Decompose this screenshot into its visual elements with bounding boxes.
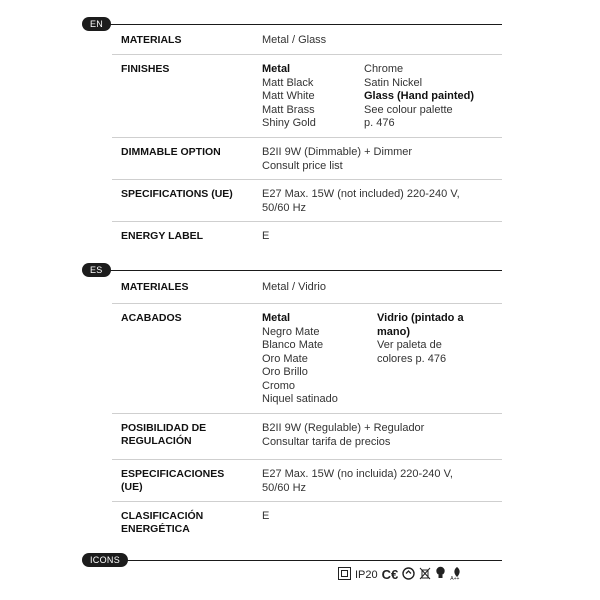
finish-item: Oro Brillo <box>262 366 308 378</box>
finish-item: Shiny Gold <box>262 117 316 129</box>
value-line: 50/60 Hz <box>262 481 307 494</box>
finish-item: Vidrio (pintado a <box>377 312 464 324</box>
row-materials-en <box>112 30 502 55</box>
certification-icons <box>338 566 464 584</box>
finish-item: Glass (Hand painted) <box>364 90 475 102</box>
section-header-icons <box>82 553 502 567</box>
finish-item: p. 476 <box>364 117 395 129</box>
finish-item: Niquel satinado <box>262 393 338 405</box>
recycle-icon <box>402 567 415 584</box>
row-label: MATERIALS <box>121 34 182 46</box>
energy-class-icon <box>450 567 464 583</box>
row-label: MATERIALES <box>121 281 189 293</box>
row-label <box>121 422 251 448</box>
finish-item: Matt Brass <box>262 103 315 116</box>
weee-bin-icon <box>419 567 431 584</box>
row-specifications-es <box>112 459 502 502</box>
value-line: B2II 9W (Regulable) + Regulador <box>262 422 425 434</box>
value-line: Consultar tarifa de precios <box>262 435 391 448</box>
row-label: ENERGY LABEL <box>121 230 204 242</box>
label-line: POSIBILIDAD DE <box>121 422 207 434</box>
value-line: 50/60 Hz <box>262 201 307 214</box>
ce-mark-icon: C€ <box>381 567 399 582</box>
finish-item: mano) <box>377 325 410 338</box>
row-value <box>262 188 497 215</box>
value-line: E27 Max. 15W (not included) 220-240 V, <box>262 188 460 200</box>
finish-item: Negro Mate <box>262 325 320 338</box>
row-label: DIMMABLE OPTION <box>121 146 221 158</box>
finish-item: Blanco Mate <box>262 339 324 351</box>
finish-item: Satin Nickel <box>364 76 423 89</box>
language-tag-es: ES <box>82 263 111 277</box>
row-finishes-en <box>112 54 502 138</box>
value-line: Consult price list <box>262 159 343 172</box>
row-value: E <box>262 510 270 522</box>
icons-tag: ICONS <box>82 553 128 567</box>
label-line: (UE) <box>121 481 143 493</box>
row-materials-es <box>112 276 502 304</box>
finish-item: Ver paleta de <box>377 339 442 351</box>
section-rule <box>102 24 502 25</box>
label-line: ESPECIFICACIONES <box>121 468 225 480</box>
row-label: SPECIFICATIONS (UE) <box>121 188 233 200</box>
label-line: ENERGÉTICA <box>121 523 190 535</box>
section-header-es <box>82 263 502 277</box>
finishes-column-2 <box>377 312 497 366</box>
language-tag-en: EN <box>82 17 111 31</box>
ip-rating: IP20 <box>355 569 378 581</box>
row-value: E <box>262 230 270 242</box>
class-ii-icon <box>338 567 351 584</box>
finishes-column-2 <box>364 63 499 131</box>
finish-item: Chrome <box>364 63 404 75</box>
row-value: Metal / Glass <box>262 34 327 46</box>
finish-item: See colour palette <box>364 103 453 116</box>
section-header-en <box>82 17 502 31</box>
row-label: FINISHES <box>121 63 170 75</box>
finish-item: Matt White <box>262 90 315 102</box>
finishes-column-1 <box>262 312 362 407</box>
row-energy-es <box>112 501 502 541</box>
energy-class-label: A++ <box>450 576 460 582</box>
row-label: ACABADOS <box>121 312 182 324</box>
row-label <box>121 468 251 494</box>
finish-item: Metal <box>262 312 291 324</box>
row-specifications-en <box>112 179 502 222</box>
label-line: REGULACIÓN <box>121 435 192 447</box>
finish-item: Metal <box>262 63 291 75</box>
section-rule <box>102 270 502 271</box>
row-energy-en <box>112 221 502 251</box>
finish-item: colores p. 476 <box>377 352 447 365</box>
finish-item: Oro Mate <box>262 352 308 365</box>
row-value <box>262 468 497 495</box>
row-finishes-es <box>112 303 502 414</box>
value-line: B2II 9W (Dimmable) + Dimmer <box>262 146 413 158</box>
finish-item: Cromo <box>262 379 296 392</box>
row-label <box>121 510 251 536</box>
row-value: Metal / Vidrio <box>262 281 326 293</box>
row-dimmable-es <box>112 413 502 460</box>
row-value <box>262 422 497 449</box>
section-rule <box>102 560 502 561</box>
led-bulb-icon <box>435 566 446 584</box>
row-value <box>262 146 497 173</box>
finish-item: Matt Black <box>262 76 314 89</box>
row-dimmable-en <box>112 137 502 180</box>
value-line: E27 Max. 15W (no incluida) 220-240 V, <box>262 468 453 480</box>
finishes-column-1 <box>262 63 362 131</box>
label-line: CLASIFICACIÓN <box>121 510 204 522</box>
